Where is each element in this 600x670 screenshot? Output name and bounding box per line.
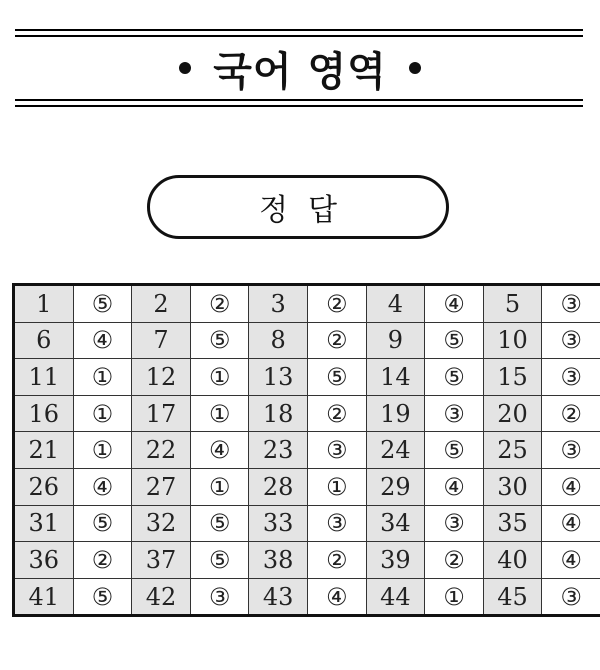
answer-choice: ① [307, 468, 366, 505]
question-number: 25 [483, 432, 542, 469]
page-title [0, 40, 600, 96]
title-rule-bottom [15, 105, 583, 107]
table-row [14, 395, 600, 432]
question-number: 17 [132, 395, 191, 432]
answer-choice: ⑤ [73, 578, 132, 616]
question-number: 35 [483, 505, 542, 542]
question-number: 15 [483, 359, 542, 396]
question-number: 20 [483, 395, 542, 432]
question-number: 28 [249, 468, 308, 505]
answer-choice: ⑤ [73, 285, 132, 323]
answer-choice: ② [307, 322, 366, 359]
question-number: 22 [132, 432, 191, 469]
answer-choice: ③ [307, 505, 366, 542]
question-number: 38 [249, 542, 308, 579]
answer-choice: ⑤ [73, 505, 132, 542]
answer-choice: ③ [542, 578, 600, 616]
bullet-left-icon [179, 62, 191, 74]
answer-choice: ⑤ [307, 359, 366, 396]
question-number: 11 [14, 359, 74, 396]
question-number: 18 [249, 395, 308, 432]
table-row [14, 285, 600, 323]
answer-choice: ③ [190, 578, 249, 616]
answer-choice: ① [73, 359, 132, 396]
question-number: 14 [366, 359, 425, 396]
question-number: 12 [132, 359, 191, 396]
answer-choice: ④ [425, 468, 484, 505]
answer-choice: ② [73, 542, 132, 579]
question-number: 26 [14, 468, 74, 505]
question-number: 2 [132, 285, 191, 323]
question-number: 31 [14, 505, 74, 542]
question-number: 8 [249, 322, 308, 359]
answer-choice: ② [307, 285, 366, 323]
question-number: 34 [366, 505, 425, 542]
answer-choice: ② [542, 395, 600, 432]
answer-choice: ⑤ [190, 505, 249, 542]
answer-key-label [147, 175, 449, 239]
question-number: 41 [14, 578, 74, 616]
answer-choice: ② [307, 395, 366, 432]
table-row [14, 322, 600, 359]
question-number: 21 [14, 432, 74, 469]
answer-choice: ③ [425, 395, 484, 432]
question-number: 3 [249, 285, 308, 323]
answer-choice: ③ [542, 285, 600, 323]
page-title-text: 국어 영역 [213, 48, 387, 95]
answer-choice: ④ [73, 468, 132, 505]
table-row [14, 578, 600, 616]
question-number: 32 [132, 505, 191, 542]
question-number: 30 [483, 468, 542, 505]
question-number: 43 [249, 578, 308, 616]
title-rule-bottom-inner [15, 99, 583, 101]
answer-choice: ③ [307, 432, 366, 469]
question-number: 37 [132, 542, 191, 579]
question-number: 5 [483, 285, 542, 323]
answer-choice: ④ [542, 542, 600, 579]
answer-choice: ① [190, 395, 249, 432]
answer-key-label-char: 정 [259, 193, 288, 228]
question-number: 45 [483, 578, 542, 616]
answer-choice: ④ [307, 578, 366, 616]
question-number: 23 [249, 432, 308, 469]
answer-choice: ① [73, 395, 132, 432]
answer-table [12, 283, 600, 617]
answer-choice: ③ [542, 322, 600, 359]
question-number: 6 [14, 322, 74, 359]
answer-choice: ④ [425, 285, 484, 323]
question-number: 36 [14, 542, 74, 579]
question-number: 27 [132, 468, 191, 505]
answer-choice: ② [425, 542, 484, 579]
title-rule-top [15, 29, 583, 31]
answer-key-label-char: 답 [308, 193, 337, 228]
question-number: 4 [366, 285, 425, 323]
answer-choice: ④ [542, 468, 600, 505]
question-number: 9 [366, 322, 425, 359]
table-row [14, 359, 600, 396]
answer-choice: ④ [190, 432, 249, 469]
bullet-right-icon [409, 62, 421, 74]
question-number: 42 [132, 578, 191, 616]
question-number: 44 [366, 578, 425, 616]
question-number: 24 [366, 432, 425, 469]
question-number: 40 [483, 542, 542, 579]
answer-choice: ① [73, 432, 132, 469]
table-row [14, 505, 600, 542]
answer-choice: ② [190, 285, 249, 323]
answer-choice: ④ [542, 505, 600, 542]
question-number: 33 [249, 505, 308, 542]
answer-choice: ① [190, 468, 249, 505]
answer-choice: ⑤ [425, 359, 484, 396]
answer-choice: ⑤ [425, 432, 484, 469]
table-row [14, 542, 600, 579]
answer-choice: ③ [425, 505, 484, 542]
answer-choice: ② [307, 542, 366, 579]
answer-choice: ⑤ [190, 322, 249, 359]
question-number: 10 [483, 322, 542, 359]
question-number: 1 [14, 285, 74, 323]
answer-choice: ③ [542, 432, 600, 469]
answer-choice: ⑤ [190, 542, 249, 579]
question-number: 19 [366, 395, 425, 432]
table-row [14, 468, 600, 505]
question-number: 7 [132, 322, 191, 359]
question-number: 29 [366, 468, 425, 505]
answer-choice: ③ [542, 359, 600, 396]
question-number: 39 [366, 542, 425, 579]
answer-choice: ① [425, 578, 484, 616]
answer-choice: ⑤ [425, 322, 484, 359]
title-rule-top-inner [15, 35, 583, 37]
answer-choice: ① [190, 359, 249, 396]
question-number: 13 [249, 359, 308, 396]
answer-choice: ④ [73, 322, 132, 359]
question-number: 16 [14, 395, 74, 432]
table-row [14, 432, 600, 469]
